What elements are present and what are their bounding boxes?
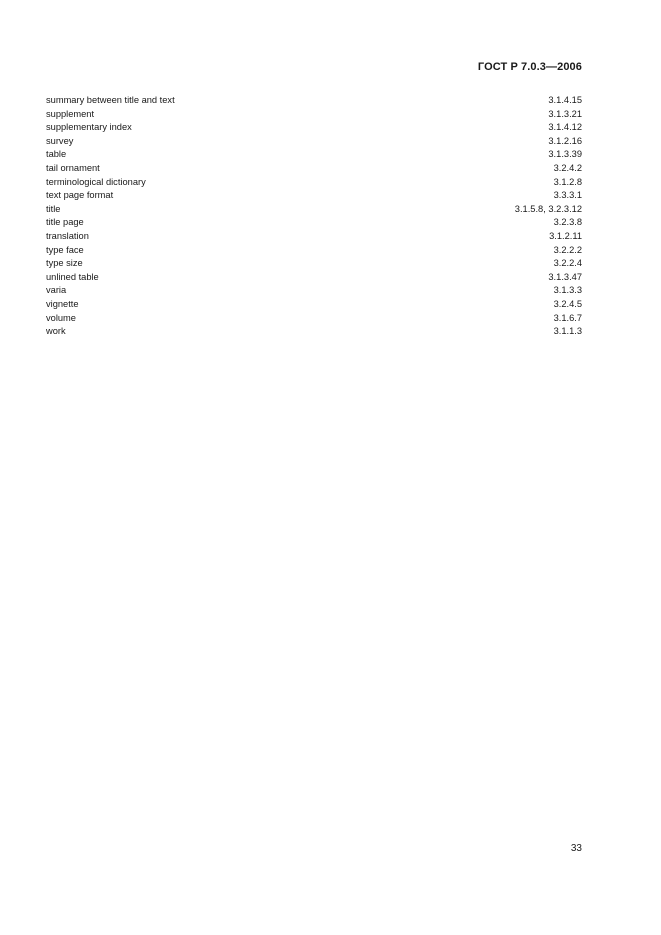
- index-term: terminological dictionary: [46, 176, 146, 187]
- index-ref: 3.1.2.16: [548, 135, 582, 146]
- index-entry: [46, 325, 582, 339]
- index-term: title: [46, 203, 61, 214]
- term-index-list: [46, 94, 582, 339]
- index-term: tail ornament: [46, 162, 100, 173]
- index-ref: 3.1.3.3: [553, 285, 582, 296]
- index-term: table: [46, 149, 67, 160]
- index-ref: 3.1.4.12: [548, 122, 582, 133]
- index-entry: [46, 121, 582, 135]
- index-entry: [46, 230, 582, 244]
- index-term: volume: [46, 312, 76, 323]
- index-ref: 3.1.1.3: [553, 326, 582, 337]
- index-ref: 3.2.3.8: [553, 217, 582, 228]
- index-term: supplement: [46, 108, 95, 119]
- index-entry: [46, 298, 582, 312]
- document-code-header: ГОСТ Р 7.0.3—2006: [477, 61, 582, 73]
- index-entry: [46, 94, 582, 108]
- index-entry: [46, 189, 582, 203]
- index-entry: [46, 312, 582, 326]
- index-term: type size: [46, 258, 83, 269]
- index-ref: 3.2.4.2: [553, 162, 582, 173]
- index-term: text page format: [46, 190, 114, 201]
- index-entry: [46, 271, 582, 285]
- index-entry: [46, 176, 582, 190]
- index-term: work: [46, 326, 66, 337]
- index-term: title page: [46, 217, 84, 228]
- index-entry: [46, 257, 582, 271]
- index-term: type face: [46, 244, 84, 255]
- index-entry: [46, 148, 582, 162]
- index-term: supplementary index: [46, 122, 132, 133]
- index-term: summary between title and text: [46, 95, 175, 105]
- index-term: vignette: [46, 298, 79, 309]
- index-ref: 3.2.2.2: [553, 244, 582, 255]
- index-ref: 3.1.3.47: [548, 271, 582, 282]
- index-term: translation: [46, 230, 89, 241]
- index-ref: 3.2.2.4: [553, 258, 582, 269]
- index-entry: [46, 203, 582, 217]
- index-entry: [46, 108, 582, 122]
- index-ref: 3.1.5.8, 3.2.3.12: [514, 203, 582, 214]
- index-ref: 3.1.6.7: [553, 312, 582, 323]
- index-ref: 3.1.3.39: [548, 149, 582, 160]
- index-entry: [46, 216, 582, 230]
- page-number: 33: [570, 843, 582, 854]
- index-ref: 3.3.3.1: [553, 190, 582, 201]
- index-ref: 3.1.2.11: [549, 230, 582, 241]
- index-entry: [46, 162, 582, 176]
- index-term: survey: [46, 135, 74, 146]
- index-ref: 3.1.3.21: [548, 108, 582, 119]
- index-term: varia: [46, 285, 67, 296]
- index-entry: [46, 244, 582, 258]
- index-entry: [46, 284, 582, 298]
- index-entry: [46, 135, 582, 149]
- index-ref: 3.1.2.8: [553, 176, 582, 187]
- index-term: unlined table: [46, 271, 99, 282]
- index-ref: 3.1.4.15: [548, 95, 582, 105]
- index-ref: 3.2.4.5: [553, 298, 582, 309]
